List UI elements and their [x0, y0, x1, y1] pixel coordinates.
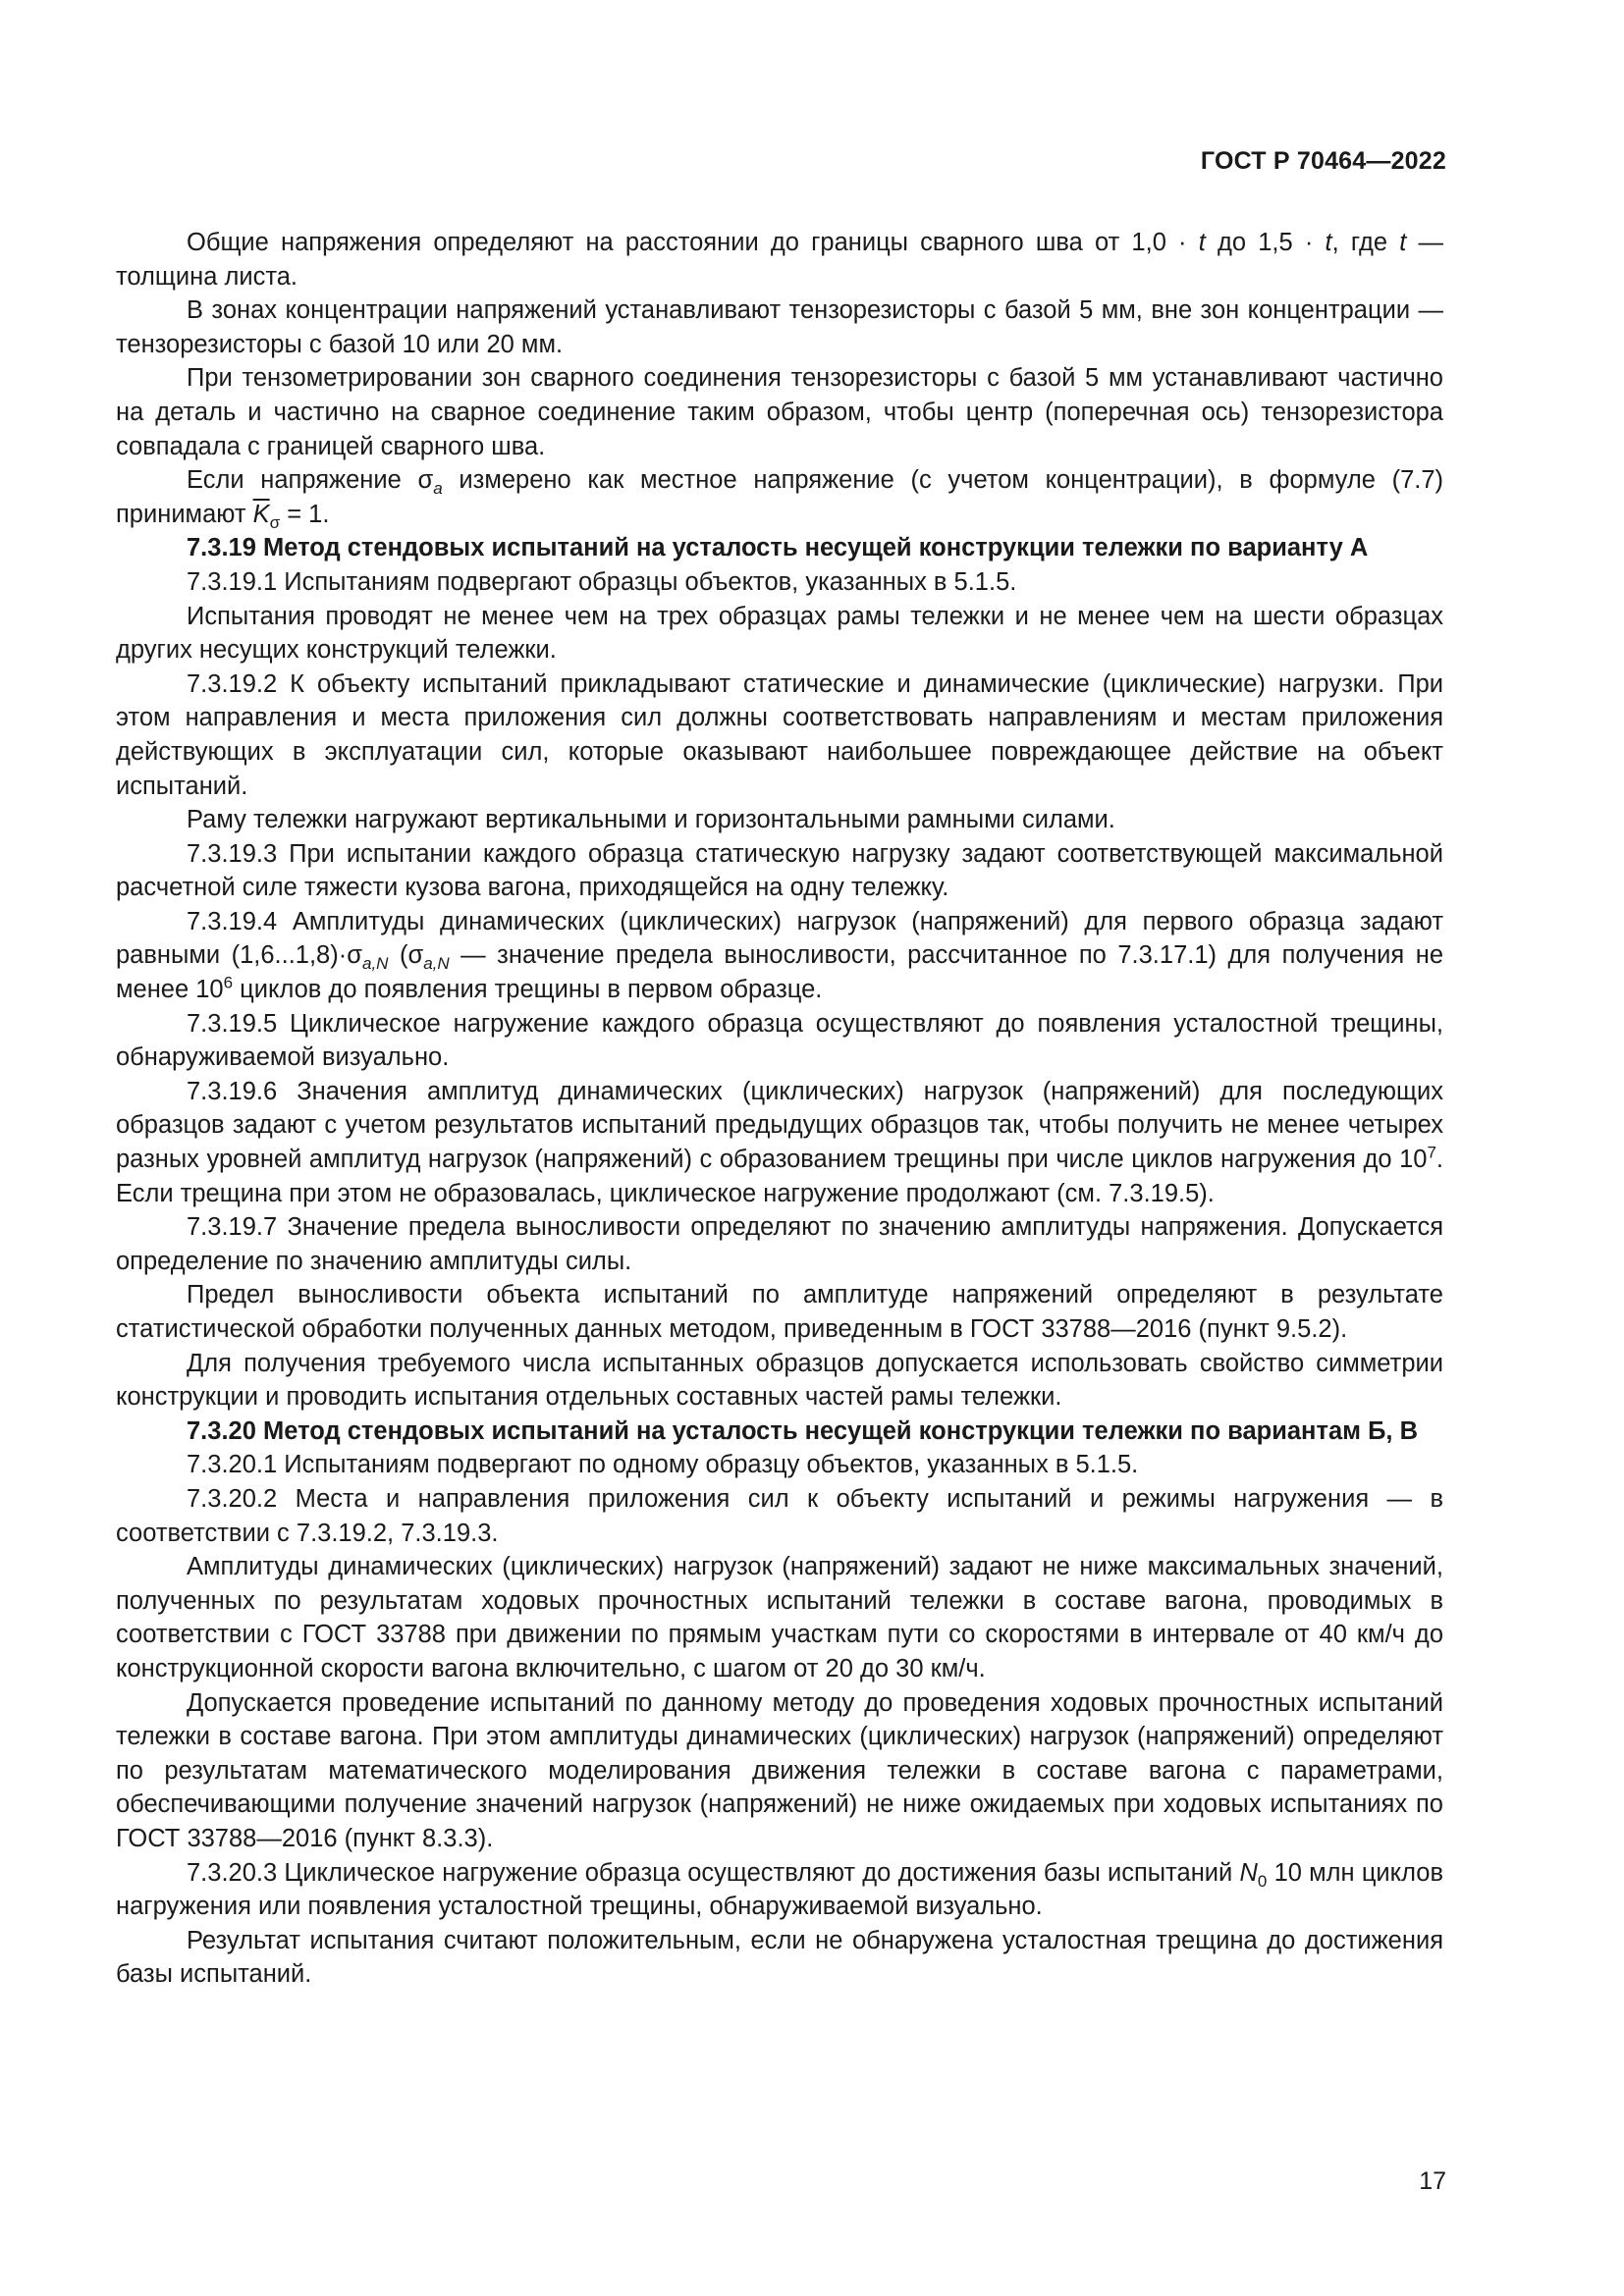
paragraph-7-3-19-2: 7.3.19.2 К объекту испытаний прикладывают статические и динамические (циклические) нагрузки. При этом направления и места приложения сил должны соответствовать направлениям и местам приложения действующих в эксплуатации сил, которые оказывают наибольшее повреждающее действие на объект испытаний.: [116, 669, 1443, 800]
paragraph-7-3-19-4: 7.3.19.4 Амплитуды динамических (циклических) нагрузок (напряжений) для первого образца задают равными $(1,6...1,8)\cdot\sigma_{a,N}$ ($\sigma_{a,N}$ — значение предела выносливости, рассчитанное по 7.3.17.1) для получения не менее $10^6$ циклов до появления трещины в первом образце.: [116, 907, 1444, 1004]
paragraph-7-3-19-5: 7.3.19.5 Циклическое нагружение каждого образца осуществляют до появления усталостной трещины, обнаруживаемой визуально.: [116, 1009, 1443, 1072]
paragraph-7-3-19-7: 7.3.19.7 Значение предела выносливости определяют по значению амплитуды напряжения. Допускается определение по значению амплитуды силы.: [116, 1213, 1443, 1275]
heading-7-3-20: 7.3.20 Метод стендовых испытаний на усталость несущей конструкции тележки по вариантам Б, В: [187, 1416, 1418, 1445]
heading-7-3-19: 7.3.19 Метод стендовых испытаний на усталость несущей конструкции тележки по варианту А: [187, 534, 1369, 562]
paragraph-7-3-20-3: 7.3.20.3 Циклическое нагружение образца осуществляют до достижения базы испытаний $N_0$ 10 млн циклов нагружения или появления усталостной трещины, обнаруживаемой визуально.: [116, 1858, 1444, 1921]
paragraph-sample-count: Испытания проводят не менее чем на трех образцах рамы тележки и не менее чем на шести образцах других несущих конструкций тележки.: [116, 602, 1443, 665]
paragraph-result: Результат испытания считают положительным, если не обнаружена усталостная трещина до достижения базы испытаний.: [116, 1926, 1443, 1989]
paragraph-modeling: Допускается проведение испытаний по данному методу до проведения ходовых прочностных испытаний тележки в составе вагона. При этом амплитуды динамических (циклических) нагрузок (напряжений) определяют по результатам математического моделирования движения тележки в составе вагона с параметрами, обеспечивающими получение значений нагрузок (напряжений) не ниже ожидаемых при ходовых испытаниях по ГОСТ 33788—2016 (пункт 8.3.3).: [116, 1688, 1443, 1852]
standard-code: ГОСТ Р 70464—2022: [1200, 147, 1446, 175]
paragraph-local-stress: Если напряжение $\sigma_a$ измерено как местное напряжение (с учетом концентрации), в формуле (7.7) принимают $\overline{K}_\sigma = 1$.: [116, 466, 1444, 532]
paragraph-strain-gauges-zones: В зонах концентрации напряжений устанавливают тензорезисторы с базой 5 мм, вне зон концентрации — тензорезисторы с базой 10 или 20 мм.: [116, 296, 1443, 358]
paragraph-7-3-19-3: 7.3.19.3 При испытании каждого образца статическую нагрузку задают соответствующей максимальной расчетной силе тяжести кузова вагона, приходящейся на одну тележку.: [116, 839, 1443, 902]
paragraph-7-3-19-1: 7.3.19.1 Испытаниям подвергают образцы объектов, указанных в 5.1.5.: [187, 567, 1017, 596]
paragraph-endurance-limit: Предел выносливости объекта испытаний по амплитуде напряжений определяют в результате статистической обработки полученных данных методом, приведенным в ГОСТ 33788—2016 (пункт 9.5.2).: [116, 1281, 1443, 1343]
paragraph-amplitudes: Амплитуды динамических (циклических) нагрузок (напряжений) задают не ниже максимальных значений, полученных по результатам ходовых прочностных испытаний тележки в составе вагона, проводимых в соответствии с ГОСТ 33788 при движении по прямым участкам пути со скоростями в интервале от 40 км/ч до конструкционной скорости вагона включительно, с шагом от 20 до 30 км/ч.: [116, 1553, 1443, 1682]
paragraph-7-3-19-6: 7.3.19.6 Значения амплитуд динамических (циклических) нагрузок (напряжений) для последующих образцов задают с учетом результатов испытаний предыдущих образцов так, чтобы получить не менее четырех разных уровней амплитуд нагрузок (напряжений) с образованием трещины при числе циклов нагружения до $10^7$. Если трещина при этом не образовалась, циклическое нагружение продолжают (см. 7.3.19.5).: [116, 1077, 1443, 1207]
paragraph-symmetry: Для получения требуемого числа испытанных образцов допускается использовать свойство симметрии конструкции и проводить испытания отдельных составных частей рамы тележки.: [116, 1349, 1443, 1412]
paragraph-7-3-20-1: 7.3.20.1 Испытаниям подвергают по одному образцу объектов, указанных в 5.1.5.: [187, 1451, 1139, 1479]
paragraph-frame-loading: Раму тележки нагружают вертикальными и горизонтальными рамными силами.: [187, 806, 1115, 834]
paragraph-weld-tensometry: При тензометрировании зон сварного соединения тензорезисторы с базой 5 мм устанавливают частично на деталь и частично на сварное соединение таким образом, чтобы центр (поперечная ось) тензорезистора совпадала с границей сварного шва.: [116, 364, 1443, 460]
page-number: 17: [1419, 2167, 1446, 2195]
paragraph-general-stresses: Общие напряжения определяют на расстоянии до границы сварного шва от 1,0 · t до 1,5 · t, где t — толщина листа.: [116, 229, 1443, 291]
paragraph-7-3-20-2: 7.3.20.2 Места и направления приложения сил к объекту испытаний и режимы нагружения — в соответствии с 7.3.19.2, 7.3.19.3.: [116, 1484, 1443, 1547]
document-body: [116, 226, 1443, 1992]
